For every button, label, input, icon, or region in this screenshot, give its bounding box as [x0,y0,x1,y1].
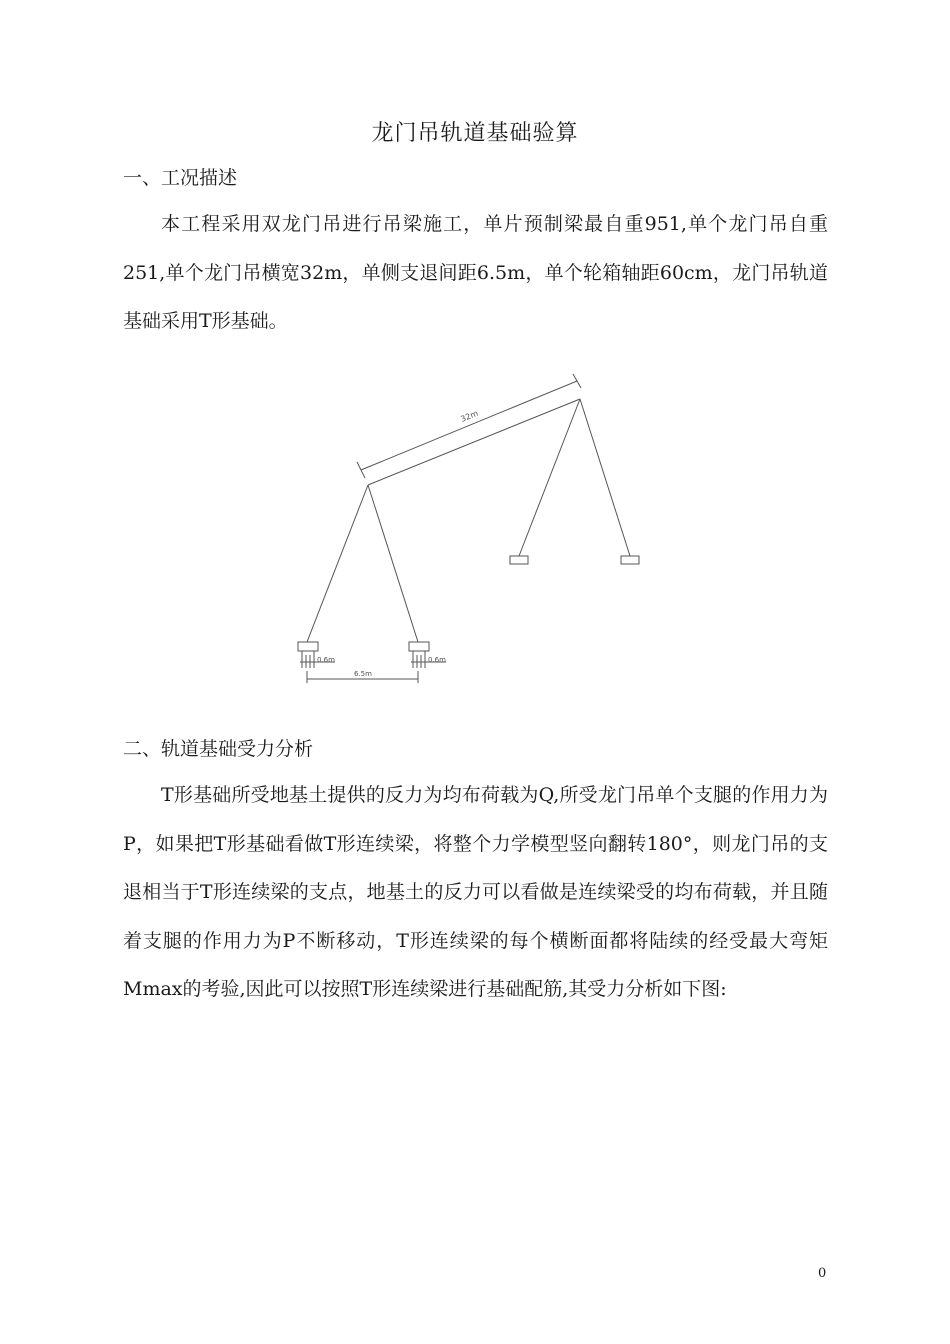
span-dimension-line [361,381,577,470]
leg-front-left [307,485,368,642]
gantry-crane-diagram [290,372,660,692]
section-heading-1: 一、工况描述 [123,167,238,189]
span-dimension-tick-left [357,462,365,478]
wheel-box-back-right [621,556,639,564]
leg-spacing-label: 6.5m [354,670,372,678]
leg-back-left [519,399,580,556]
section-heading-2: 二、轨道基础受力分析 [123,738,314,760]
wheel-box-front-left [298,642,318,651]
wheel-spacing-label-right: 0.6m [428,656,446,664]
section-2-paragraph: T形基础所受地基土提供的反力为均布荷载为Q,所受龙门吊单个支腿的作用力为P，如果把T形基础看做T形连续梁，将整个力学模型竖向翻转180°，则龙门吊的支退相当于T形连续梁的支点，地基土的反力可以看做是连续梁受的均布荷载，并且随着支腿的作用力为P不断移动，T形连续梁的每个横断面都将陆续的经受最大弯矩Mmax的考验,因此可以按照T形连续梁进行基础配筋,其受力分析如下图: [123,784,828,1000]
page-title: 龙门吊轨道基础验算 [371,121,579,146]
wheel-box-back-left [510,556,528,564]
page-number: 0 [818,1266,827,1281]
span-dimension-tick-right [573,374,581,388]
span-label: 32m [459,408,480,424]
gantry-crane-svg [290,372,660,692]
section-1-paragraph: 本工程采用双龙门吊进行吊梁施工，单片预制梁最自重951,单个龙门吊自重251,单个龙门吊横宽32m，单侧支退间距6.5m，单个轮箱轴距60cm，龙门吊轨道基础采用T形基础。 [123,213,828,332]
leg-back-right [580,399,630,556]
wheel-box-front-right [409,642,429,651]
wheel-spacing-label-left: 0.6m [317,656,335,664]
leg-front-right [368,485,418,642]
